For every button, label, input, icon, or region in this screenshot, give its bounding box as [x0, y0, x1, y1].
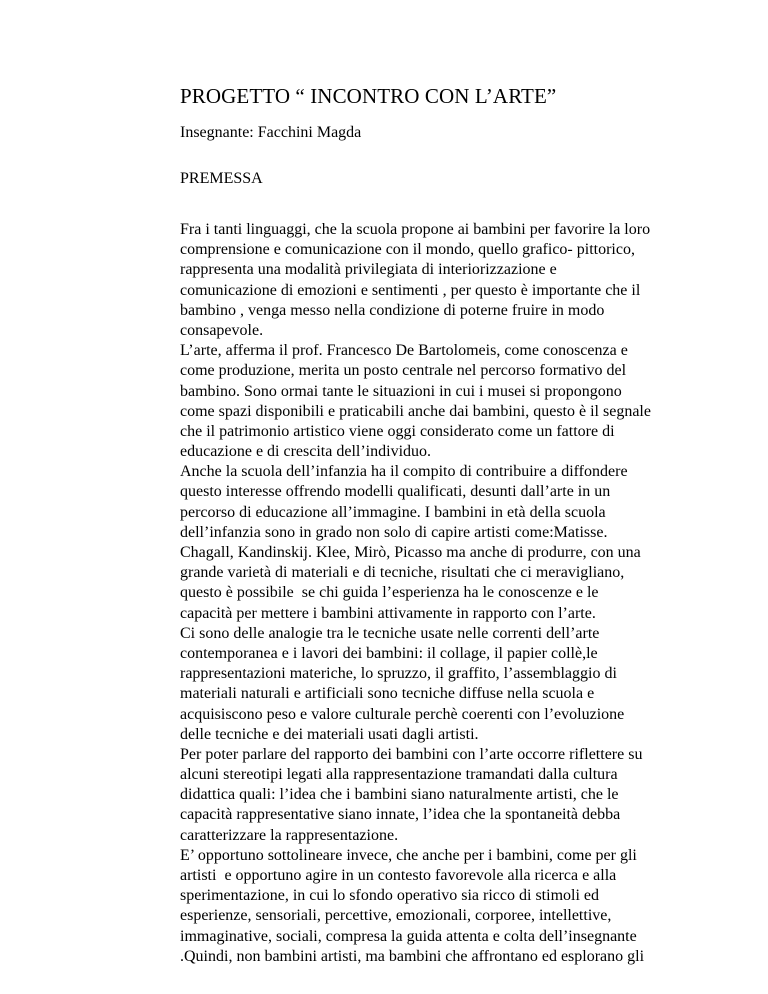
text-line: materiali naturali e artificiali sono tecniche diffuse nella scuola e: [180, 685, 595, 703]
text-line: delle tecniche e dei materiali usati dagli artisti.: [180, 725, 479, 743]
teacher-name: Insegnante: Facchini Magda: [180, 124, 362, 141]
text-line: capacità per mettere i bambini attivamente in rapporto con l’arte.: [180, 604, 596, 622]
text-line: come produzione, merita un posto centrale nel percorso formativo del: [180, 362, 627, 380]
text-line: .Quindi, non bambini artisti, ma bambini che affrontano ed esplorano gli: [180, 947, 645, 965]
text-line: alcuni stereotipi legati alla rappresentazione tramandati dalla cultura: [180, 766, 618, 784]
text-line: grande varietà di materiali e di tecniche, risultati che ci meravigliano,: [180, 564, 625, 582]
text-line: percorso di educazione all’immagine. I bambini in età della scuola: [180, 503, 606, 521]
text-line: acquisiscono peso e valore culturale perchè coerenti con l’evoluzione: [180, 705, 625, 723]
document-page: [180, 84, 700, 967]
text-line: Chagall, Kandinskij. Klee, Mirò, Picasso ma anche di produrre, con una: [180, 544, 641, 561]
text-line: rappresentazioni materiche, lo spruzzo, il graffito, l’assemblaggio di: [180, 665, 617, 683]
body-paragraphs: [180, 220, 700, 967]
text-line: dell’infanzia sono in grado non solo di capire artisti come:Matisse.: [180, 523, 608, 541]
text-line: L’arte, afferma il prof. Francesco De Bartolomeis, come conoscenza e: [180, 342, 628, 360]
text-line: E’ opportuno sottolineare invece, che anche per i bambini, come per gli: [180, 846, 637, 864]
text-line: bambino. Sono ormai tante le situazioni in cui i musei si propongono: [180, 382, 622, 400]
text-line: che il patrimonio artistico viene oggi considerato come un fattore di: [180, 422, 615, 440]
text-line: Per poter parlare del rapporto dei bambini con l’arte occorre riflettere su: [180, 745, 643, 763]
text-line: Fra i tanti linguaggi, che la scuola propone ai bambini per favorire la loro: [180, 221, 651, 238]
text-line: Anche la scuola dell’infanzia ha il compito di contribuire a diffondere: [180, 463, 628, 481]
text-line: caratterizzare la rappresentazione.: [180, 826, 399, 844]
text-line: capacità rappresentative siano innate, l’idea che la spontaneità debba: [180, 806, 621, 824]
text-line: come spazi disponibili e praticabili anche dai bambini, questo è il segnale: [180, 402, 651, 420]
text-line: comprensione e comunicazione con il mondo, quello grafico- pittorico,: [180, 241, 635, 259]
text-line: rappresenta una modalità privilegiata di interiorizzazione e: [180, 261, 557, 279]
text-line: questo è possibile se chi guida l’esperienza ha le conoscenze e le: [180, 584, 599, 602]
text-line: esperienze, sensoriali, percettive, emozionali, corporee, intellettive,: [180, 907, 612, 925]
text-line: comunicazione di emozioni e sentimenti , per questo è importante che il: [180, 281, 641, 299]
text-line: immaginative, sociali, compresa la guida attenta e colta dell’insegnante: [180, 927, 637, 945]
text-line: contemporanea e i lavori dei bambini: il collage, il papier collè,le: [180, 644, 598, 662]
section-heading: PREMESSA: [180, 170, 263, 187]
text-line: artisti e opportuno agire in un contesto favorevole alla ricerca e alla: [180, 867, 617, 884]
text-line: educazione e di crescita dell’individuo.: [180, 443, 432, 461]
text-line: bambino , venga messo nella condizione di poterne fruire in modo: [180, 301, 605, 319]
document-title: PROGETTO “ INCONTRO CON L’ARTE”: [180, 84, 557, 108]
text-line: consapevole.: [180, 321, 264, 339]
text-line: Ci sono delle analogie tra le tecniche usate nelle correnti dell’arte: [180, 624, 600, 642]
text-line: didattica quali: l’idea che i bambini siano naturalmente artisti, che le: [180, 786, 619, 804]
text-line: sperimentazione, in cui lo sfondo operativo sia ricco di stimoli ed: [180, 887, 600, 905]
text-line: questo interesse offrendo modelli qualificati, desunti dall’arte in un: [180, 483, 611, 501]
